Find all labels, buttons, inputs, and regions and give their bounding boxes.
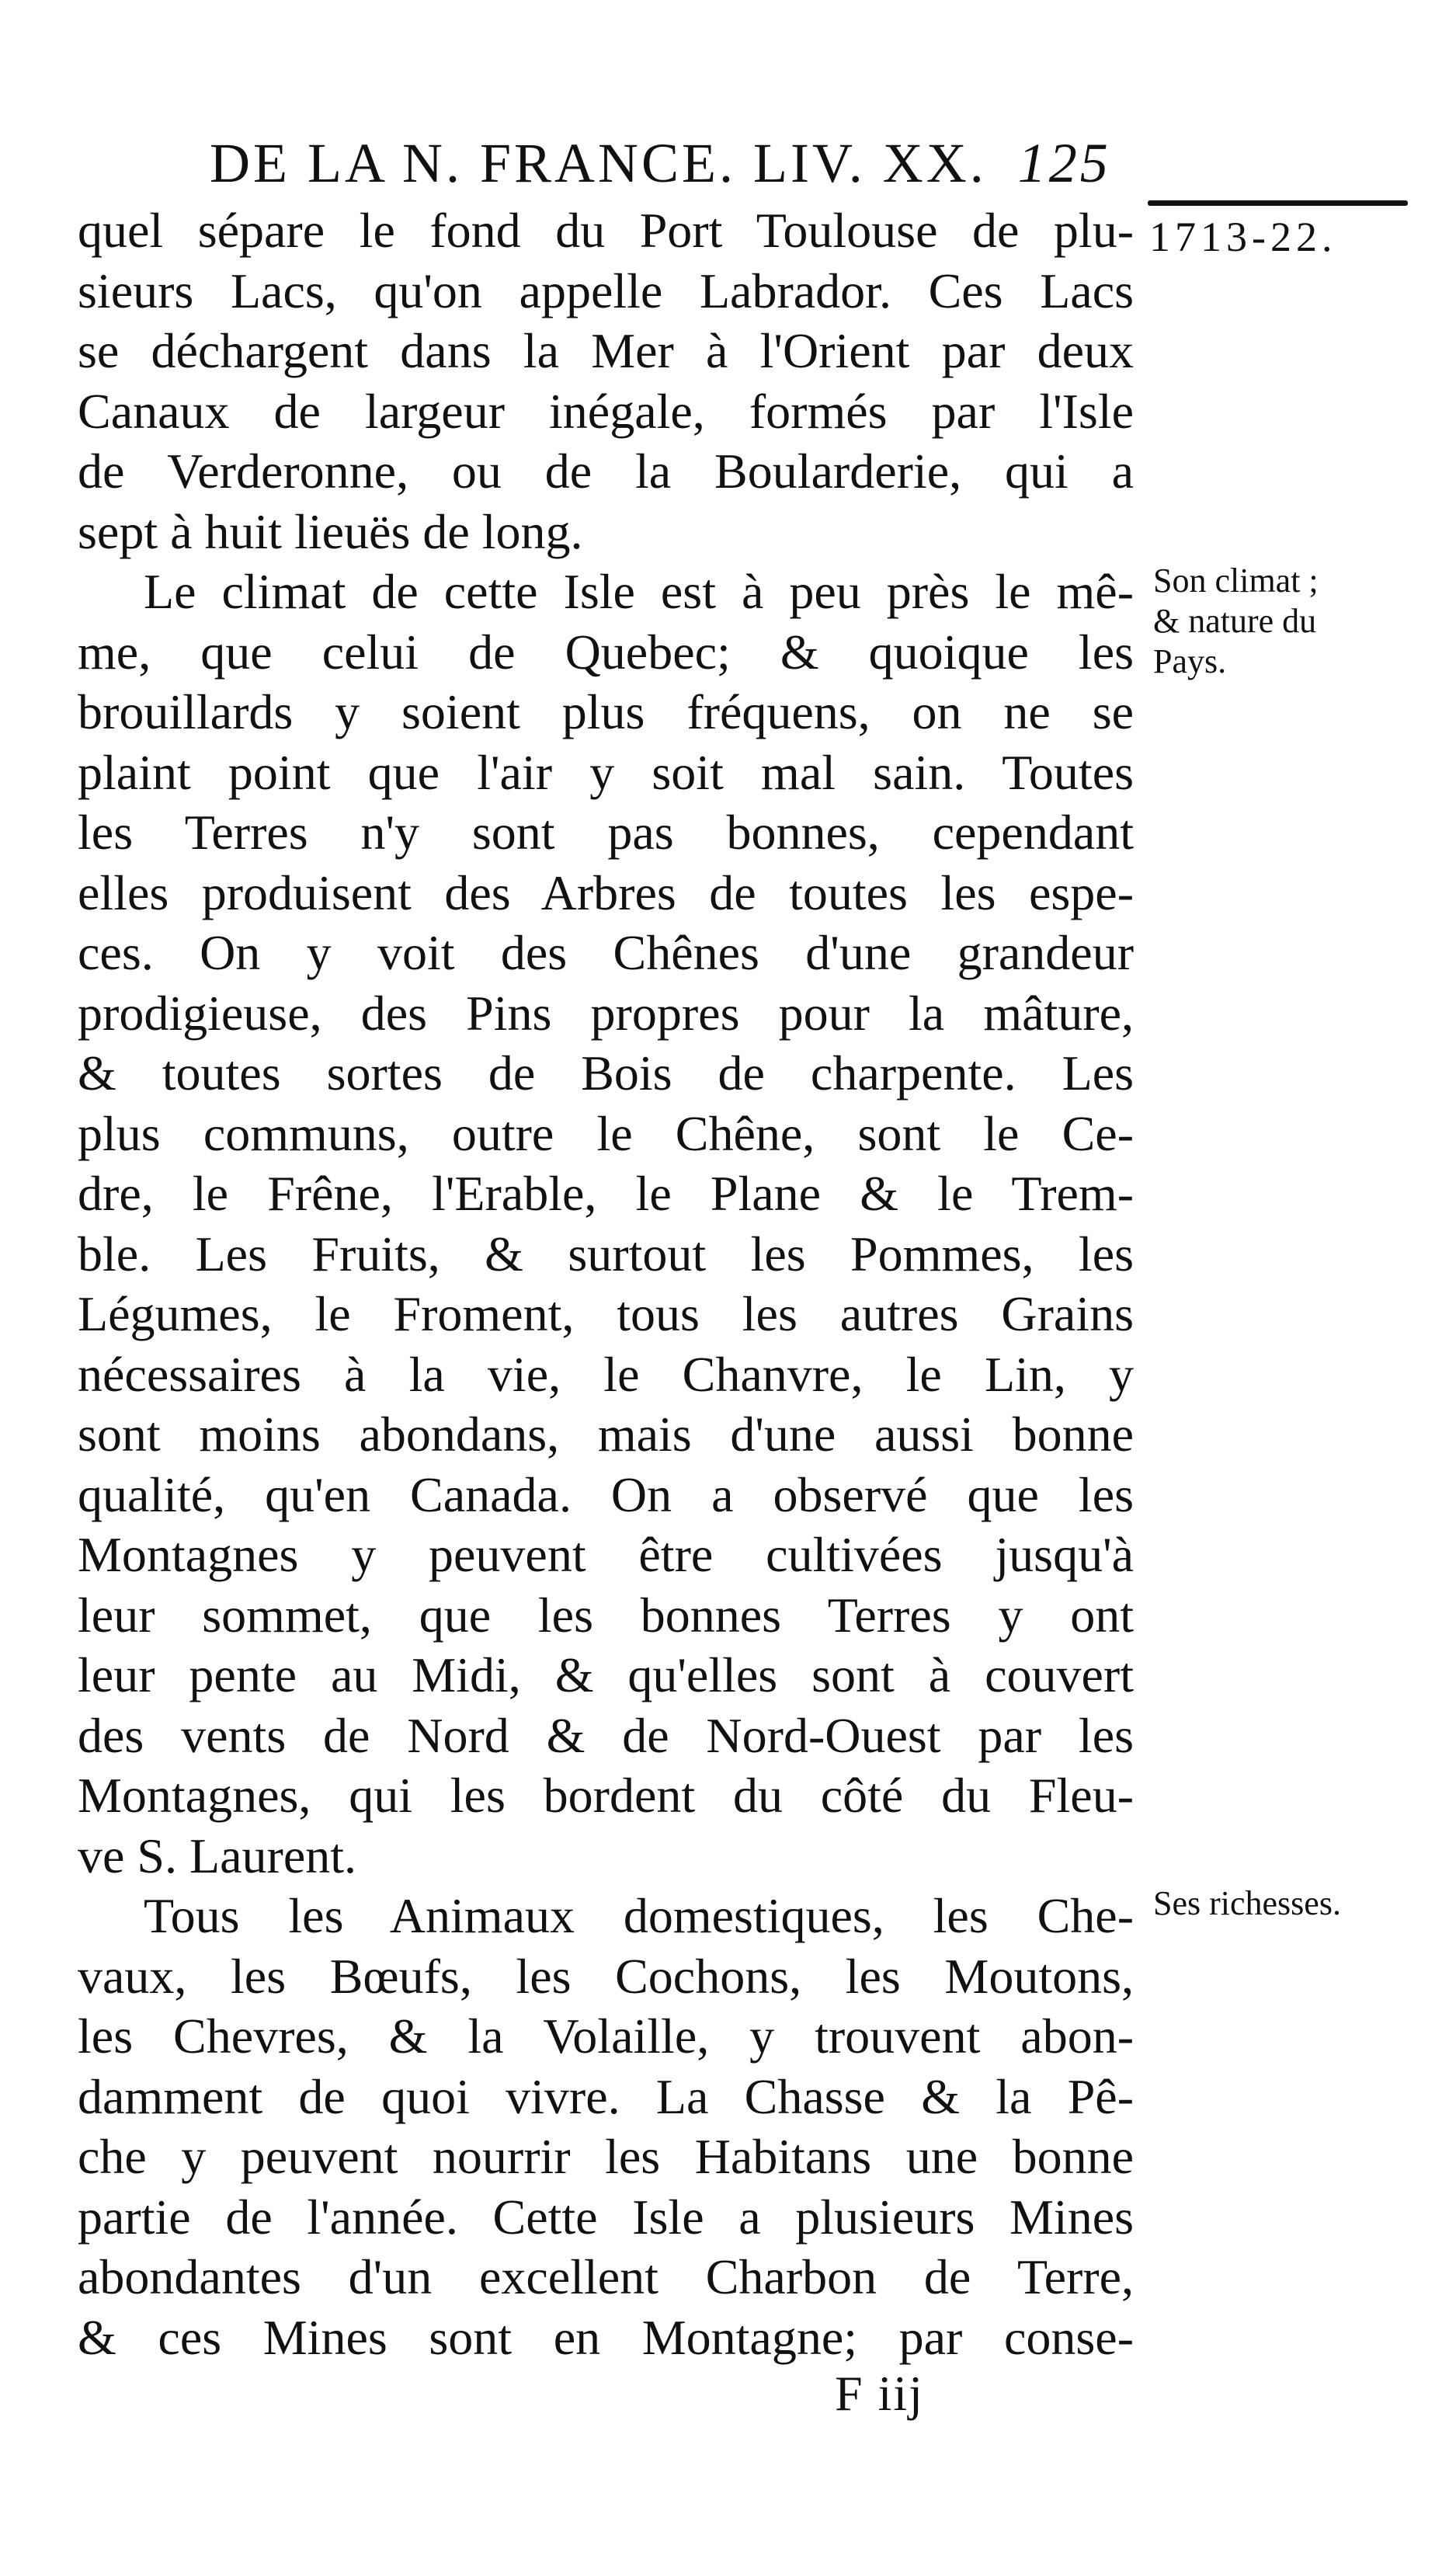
text-line: Légumes, le Froment, tous les autres Grains: [78, 1286, 1134, 1341]
text-line: sieurs Lacs, qu'on appelle Labrador. Ces Lacs: [78, 263, 1134, 318]
text-line: plus communs, outre le Chêne, sont le Ce-: [78, 1105, 1134, 1161]
text-line: se déchargent dans la Mer à l'Orient par deux: [78, 323, 1134, 378]
signature-mark: F iij: [835, 2366, 924, 2421]
margin-note-line: Pays.: [1153, 642, 1227, 680]
text-line: qualité, qu'en Canada. On a observé que les: [78, 1466, 1134, 1522]
text-line: Le climat de cette Isle est à peu près le mê-: [144, 564, 1134, 619]
text-line: me, que celui de Quebec; & quoique les: [78, 624, 1134, 680]
text-line: dre, le Frêne, l'Erable, le Plane & le Trem-: [78, 1166, 1134, 1221]
text-line: Montagnes y peuvent être cultivées jusqu'à: [78, 1527, 1134, 1582]
text-line: quel sépare le fond du Port Toulouse de plu-: [78, 203, 1134, 258]
text-line: de Verderonne, ou de la Boularderie, qui a: [78, 443, 1134, 499]
text-line: damment de quoi vivre. La Chasse & la Pê-: [78, 2068, 1134, 2124]
margin-note-line: Ses richesses.: [1153, 1884, 1341, 1922]
running-head-title: DE LA N. FRANCE. LIV. XX.: [210, 132, 987, 194]
text-line: Tous les Animaux domestiques, les Che-: [144, 1888, 1134, 1943]
text-line: ve S. Laurent.: [78, 1827, 356, 1883]
text-line: Canaux de largeur inégale, formés par l'Isle: [78, 383, 1134, 439]
text-line: leur sommet, que les bonnes Terres y ont: [78, 1587, 1134, 1643]
year-rule-divider: [1148, 200, 1408, 206]
text-line: ble. Les Fruits, & surtout les Pommes, les: [78, 1226, 1134, 1282]
running-head: [210, 128, 1142, 198]
text-line: les Chevres, & la Volaille, y trouvent abon-: [78, 2008, 1134, 2064]
main-text-block: [78, 200, 1134, 2367]
text-line: abondantes d'un excellent Charbon de Terre,: [78, 2249, 1134, 2304]
text-line: sont moins abondans, mais d'une aussi bonne: [78, 1407, 1134, 1462]
page-number: 125: [1017, 132, 1111, 194]
margin-note-line: Son climat ;: [1153, 562, 1319, 600]
text-line: nécessaires à la vie, le Chanvre, le Lin, y: [78, 1346, 1134, 1402]
text-line: prodigieuse, des Pins propres pour la mâture,: [78, 985, 1134, 1041]
text-line: elles produisent des Arbres de toutes les espe-: [78, 864, 1134, 920]
text-line: Montagnes, qui les bordent du côté du Fleu-: [78, 1768, 1134, 1823]
margin-year-range: 1713-22.: [1149, 214, 1337, 260]
margin-note-line: & nature du: [1153, 602, 1317, 640]
text-line: & toutes sortes de Bois de charpente. Les: [78, 1045, 1134, 1101]
text-line: leur pente au Midi, & qu'elles sont à couvert: [78, 1647, 1134, 1702]
text-line: plaint point que l'air y soit mal sain. Toutes: [78, 744, 1134, 800]
text-line: sept à huit lieuës de long.: [78, 503, 583, 559]
margin-note-climat: [1153, 561, 1433, 682]
text-line: des vents de Nord & de Nord-Ouest par les: [78, 1707, 1134, 1763]
margin-note-richesses: [1153, 1883, 1433, 1924]
text-line: les Terres n'y sont pas bonnes, cependant: [78, 805, 1134, 860]
text-line: & ces Mines sont en Montagne; par conse-: [78, 2309, 1134, 2365]
text-line: brouillards y soient plus fréquens, on ne se: [78, 684, 1134, 739]
text-line: partie de l'année. Cette Isle a plusieurs Mines: [78, 2189, 1134, 2245]
text-line: vaux, les Bœufs, les Cochons, les Moutons,: [78, 1948, 1134, 2004]
text-line: che y peuvent nourrir les Habitans une bonne: [78, 2129, 1134, 2184]
text-line: ces. On y voit des Chênes d'une grandeur: [78, 925, 1134, 980]
